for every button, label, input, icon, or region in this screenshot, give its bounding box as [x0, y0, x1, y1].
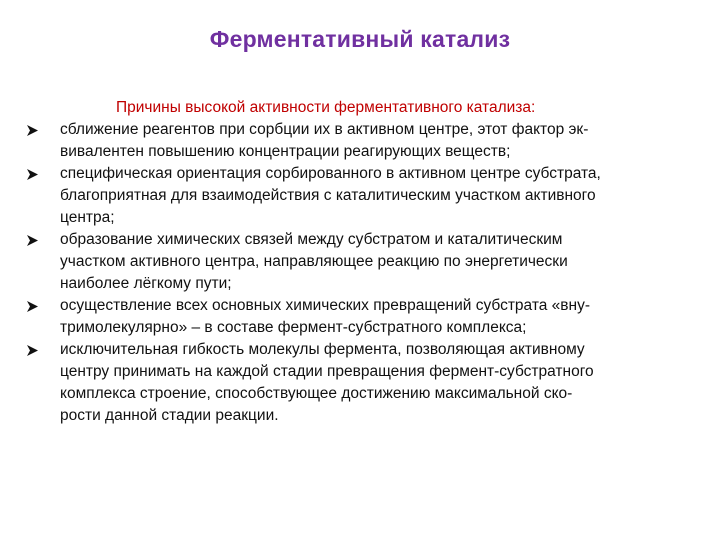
bullet-item	[26, 295, 690, 339]
bullet-line: наиболее лёгкому пути;	[60, 275, 232, 292]
bullet-line: вивалентен повышению концентрации реагирующих веществ;	[60, 143, 511, 160]
bullet-line: центра;	[60, 209, 115, 226]
bullet-item	[26, 119, 690, 163]
bullet-line: благоприятная для взаимодействия с каталитическим участком активного	[60, 187, 596, 204]
arrowhead-bullet-icon	[26, 344, 39, 357]
slide-title: Ферментативный катализ	[209, 26, 511, 52]
bullet-line: рости данной стадии реакции.	[60, 407, 279, 424]
bullet-line: специфическая ориентация сорбированного в активном центре субстрата,	[60, 165, 601, 182]
bullet-line: сближение реагентов при сорбции их в активном центре, этот фактор эк-	[60, 121, 589, 138]
bullet-line: образование химических связей между субстратом и каталитическим	[60, 231, 563, 248]
bullet-line: участком активного центра, направляющее реакцию по энергетически	[60, 253, 568, 270]
bullet-item	[26, 229, 690, 295]
bullet-line: исключительная гибкость молекулы фермента, позволяющая активному	[60, 341, 585, 358]
bullet-item	[26, 163, 690, 229]
bullet-line: осуществление всех основных химических превращений субстрата «вну-	[60, 297, 591, 314]
bullet-line: тримолекулярно» – в составе фермент-субстратного комплекса;	[60, 319, 527, 336]
arrowhead-bullet-icon	[26, 234, 39, 247]
arrowhead-bullet-icon	[26, 168, 39, 181]
bullet-line: комплекса строение, способствующее достижению максимальной ско-	[60, 385, 573, 402]
slide-subtitle: Причины высокой активности ферментативного катализа:	[116, 99, 536, 116]
bullet-item	[26, 339, 690, 427]
arrowhead-bullet-icon	[26, 124, 39, 137]
bullet-list	[26, 119, 690, 427]
arrowhead-bullet-icon	[26, 300, 39, 313]
bullet-line: центру принимать на каждой стадии превращения фермент-субстратного	[60, 363, 594, 380]
